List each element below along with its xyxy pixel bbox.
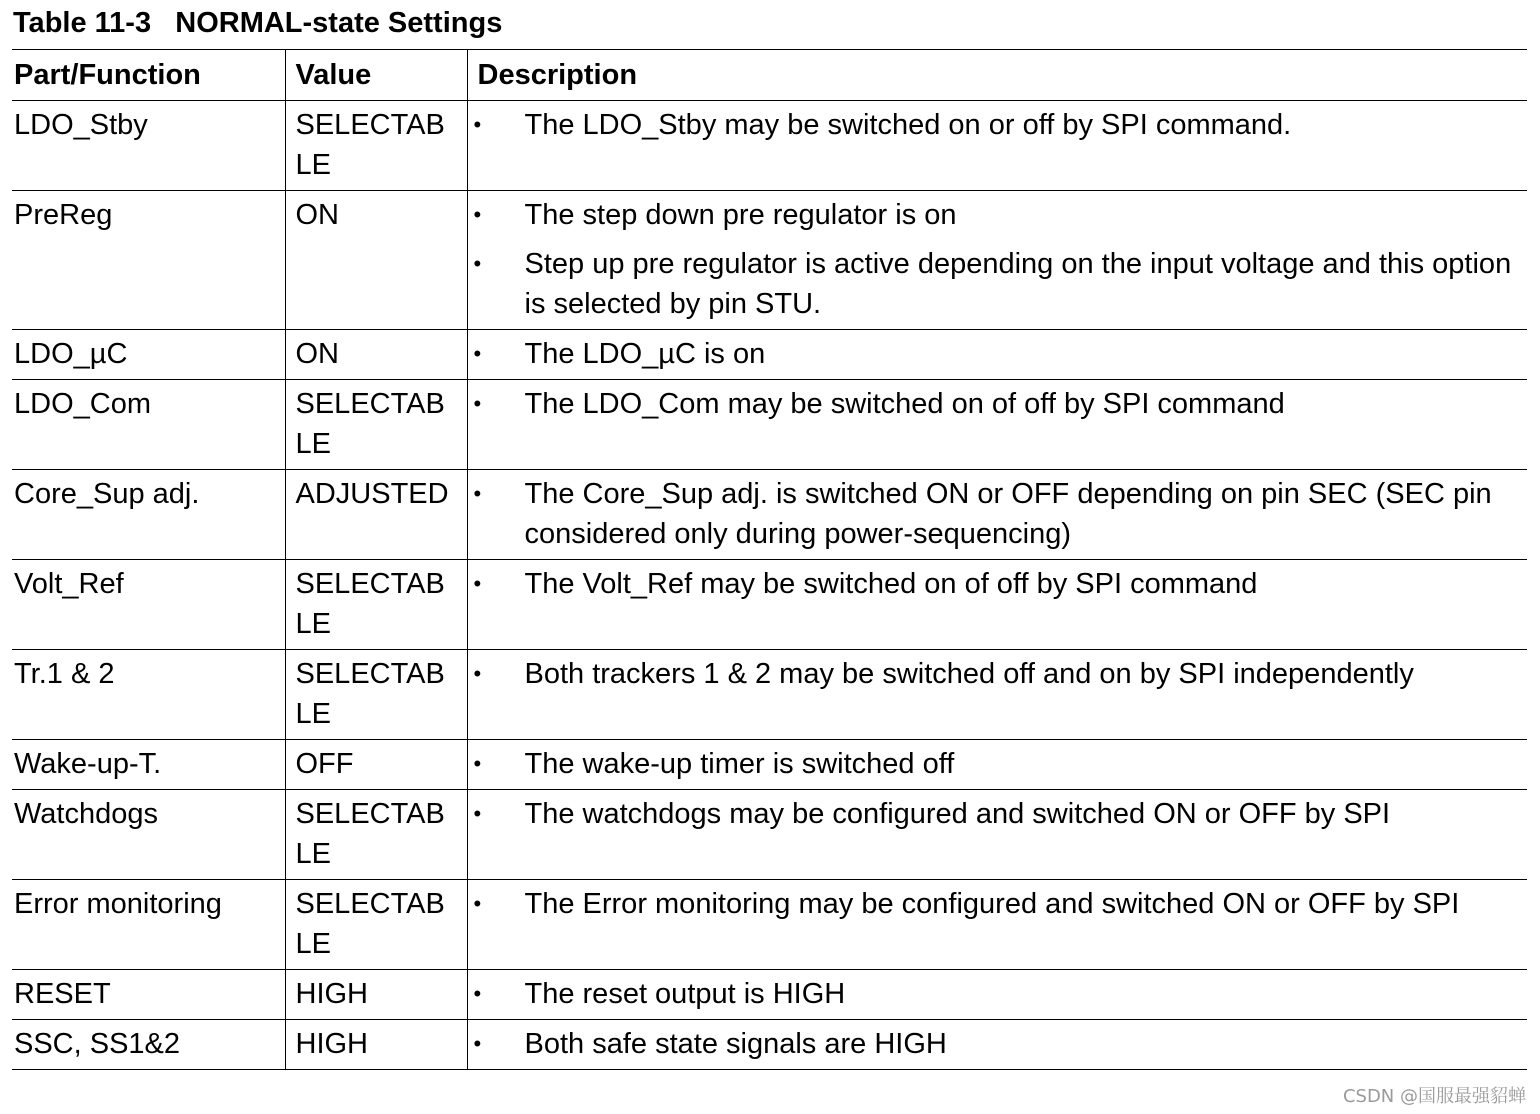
value-text: ADJUSTED bbox=[295, 478, 449, 510]
description-cell bbox=[467, 650, 1527, 740]
value-cell bbox=[285, 560, 467, 650]
description-text: The LDO_Stby may be switched on or off by SPI command. bbox=[524, 109, 1292, 141]
description-cell bbox=[467, 380, 1527, 470]
table-row bbox=[12, 970, 1527, 1020]
value-text: SELECTABLE bbox=[295, 888, 445, 960]
description-list bbox=[468, 384, 1528, 424]
description-text: The Core_Sup adj. is switched ON or OFF depending on pin SEC (SEC pin considered only during power-sequencing) bbox=[524, 478, 1492, 550]
part-function-cell: LDO_Com bbox=[12, 380, 285, 470]
header-value: Value bbox=[285, 50, 467, 101]
description-text: The LDO_µC is on bbox=[524, 338, 766, 370]
description-list bbox=[468, 105, 1528, 145]
table-caption: Table 11-3 NORMAL-state Settings bbox=[13, 7, 503, 39]
description-list bbox=[468, 744, 1528, 784]
part-function-cell: Error monitoring bbox=[12, 880, 285, 970]
description-text: The reset output is HIGH bbox=[524, 978, 846, 1010]
value-cell bbox=[285, 1020, 467, 1070]
bullet-icon: • bbox=[473, 571, 482, 596]
header-description: Description bbox=[477, 59, 638, 91]
description-cell bbox=[467, 790, 1527, 880]
value-text: SELECTABLE bbox=[295, 568, 445, 640]
table-row bbox=[12, 470, 1527, 560]
description-text: The Error monitoring may be configured and switched ON or OFF by SPI bbox=[524, 888, 1460, 920]
description-item bbox=[468, 105, 1528, 145]
description-list bbox=[468, 654, 1528, 694]
value-text: SELECTABLE bbox=[295, 658, 445, 730]
description-text: Both safe state signals are HIGH bbox=[524, 1028, 947, 1060]
bullet-icon: • bbox=[473, 1031, 482, 1056]
value-cell bbox=[285, 880, 467, 970]
bullet-icon: • bbox=[473, 391, 482, 416]
watermark: CSDN @国服最强貂蝉 bbox=[1342, 1086, 1526, 1107]
part-function-cell: LDO_Stby bbox=[12, 101, 285, 191]
description-cell bbox=[467, 330, 1527, 380]
description-item bbox=[468, 654, 1528, 694]
description-item bbox=[468, 474, 1528, 554]
description-cell bbox=[467, 560, 1527, 650]
description-cell bbox=[467, 880, 1527, 970]
table-row bbox=[12, 650, 1527, 740]
description-list bbox=[468, 564, 1528, 604]
bullet-icon: • bbox=[473, 891, 482, 916]
description-item bbox=[468, 195, 1528, 235]
part-function-cell: Volt_Ref bbox=[12, 560, 285, 650]
description-cell bbox=[467, 191, 1527, 330]
bullet-icon: • bbox=[473, 112, 482, 137]
bullet-icon: • bbox=[473, 251, 482, 276]
value-text: HIGH bbox=[295, 978, 368, 1010]
description-cell bbox=[467, 1020, 1527, 1070]
description-cell bbox=[467, 470, 1527, 560]
table-row bbox=[12, 330, 1527, 380]
table-header-row bbox=[12, 50, 1527, 101]
description-list bbox=[468, 794, 1528, 834]
value-text: HIGH bbox=[295, 1028, 368, 1060]
value-text: SELECTABLE bbox=[295, 388, 445, 460]
description-text: The wake-up timer is switched off bbox=[524, 748, 955, 780]
table-row bbox=[12, 790, 1527, 880]
description-list bbox=[468, 195, 1528, 324]
description-item bbox=[468, 794, 1528, 834]
description-item bbox=[468, 974, 1528, 1014]
part-function-cell: PreReg bbox=[12, 191, 285, 330]
description-text: The LDO_Com may be switched on of off by SPI command bbox=[524, 388, 1285, 420]
part-function-cell: Tr.1 & 2 bbox=[12, 650, 285, 740]
description-text: Both trackers 1 & 2 may be switched off and on by SPI independently bbox=[524, 658, 1414, 690]
part-function-cell: RESET bbox=[12, 970, 285, 1020]
table-row bbox=[12, 740, 1527, 790]
table-row bbox=[12, 560, 1527, 650]
table-row bbox=[12, 101, 1527, 191]
part-function-cell: SSC, SS1&2 bbox=[12, 1020, 285, 1070]
value-cell bbox=[285, 650, 467, 740]
description-item bbox=[468, 334, 1528, 374]
value-cell bbox=[285, 740, 467, 790]
table-body bbox=[12, 101, 1527, 1070]
value-text: ON bbox=[295, 338, 339, 370]
part-function-cell: Wake-up-T. bbox=[12, 740, 285, 790]
value-text: SELECTABLE bbox=[295, 798, 445, 870]
table-row bbox=[12, 191, 1527, 330]
description-text: Step up pre regulator is active depending on the input voltage and this option is selected by pin STU. bbox=[524, 248, 1512, 320]
value-cell bbox=[285, 380, 467, 470]
description-item bbox=[468, 384, 1528, 424]
description-list bbox=[468, 334, 1528, 374]
bullet-icon: • bbox=[473, 751, 482, 776]
description-item bbox=[468, 244, 1528, 324]
description-list bbox=[468, 974, 1528, 1014]
description-item bbox=[468, 744, 1528, 784]
description-item bbox=[468, 1024, 1528, 1064]
part-function-cell: Watchdogs bbox=[12, 790, 285, 880]
description-cell bbox=[467, 740, 1527, 790]
value-cell bbox=[285, 191, 467, 330]
part-function-cell: LDO_µC bbox=[12, 330, 285, 380]
table-row bbox=[12, 880, 1527, 970]
table-row bbox=[12, 1020, 1527, 1070]
description-list bbox=[468, 884, 1528, 924]
value-cell bbox=[285, 101, 467, 191]
description-item bbox=[468, 884, 1528, 924]
bullet-icon: • bbox=[473, 341, 482, 366]
settings-table bbox=[12, 49, 1527, 1070]
description-cell bbox=[467, 101, 1527, 191]
bullet-icon: • bbox=[473, 981, 482, 1006]
description-text: The Volt_Ref may be switched on of off by SPI command bbox=[524, 568, 1258, 600]
bullet-icon: • bbox=[473, 481, 482, 506]
value-cell bbox=[285, 470, 467, 560]
bullet-icon: • bbox=[473, 801, 482, 826]
value-cell bbox=[285, 330, 467, 380]
description-list bbox=[468, 474, 1528, 554]
table-row bbox=[12, 380, 1527, 470]
description-text: The watchdogs may be configured and switched ON or OFF by SPI bbox=[524, 798, 1391, 830]
value-text: OFF bbox=[295, 748, 354, 780]
value-text: ON bbox=[295, 199, 339, 231]
value-cell bbox=[285, 970, 467, 1020]
description-item bbox=[468, 564, 1528, 604]
description-list bbox=[468, 1024, 1528, 1064]
description-cell bbox=[467, 970, 1527, 1020]
header-part-function: Part/Function bbox=[12, 50, 285, 101]
bullet-icon: • bbox=[473, 202, 482, 227]
bullet-icon: • bbox=[473, 661, 482, 686]
part-function-cell: Core_Sup adj. bbox=[12, 470, 285, 560]
value-cell bbox=[285, 790, 467, 880]
value-text: SELECTABLE bbox=[295, 109, 445, 181]
description-text: The step down pre regulator is on bbox=[524, 199, 957, 231]
